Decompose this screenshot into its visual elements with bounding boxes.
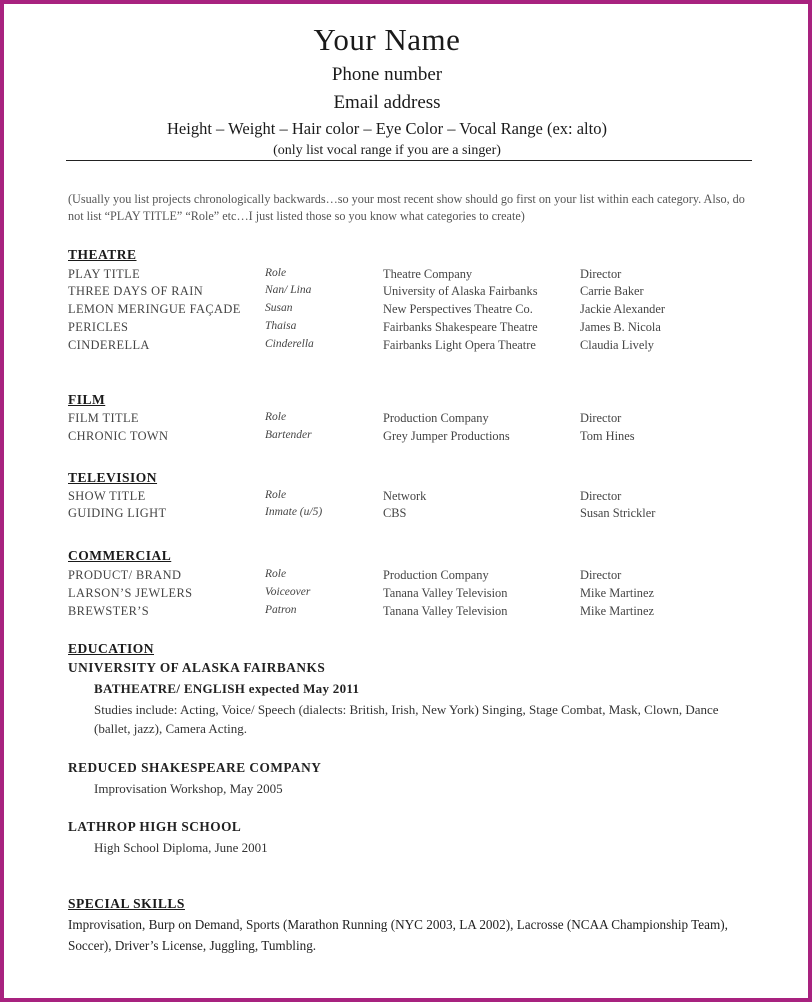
director: Jackie Alexander bbox=[580, 302, 665, 316]
television-row bbox=[4, 489, 808, 507]
director: Mike Martinez bbox=[580, 586, 654, 600]
role: Voiceover bbox=[265, 586, 311, 598]
commercial-row bbox=[4, 568, 808, 586]
company: Tanana Valley Television bbox=[383, 604, 508, 618]
role: Role bbox=[265, 411, 287, 423]
school-name: LATHROP HIGH SCHOOL bbox=[68, 819, 242, 834]
company: Production Company bbox=[383, 411, 489, 425]
director: Mike Martinez bbox=[580, 604, 654, 618]
email-address: Email address bbox=[333, 92, 441, 113]
role: Role bbox=[265, 267, 287, 279]
theatre-row bbox=[4, 267, 808, 285]
director: Director bbox=[580, 568, 622, 582]
theatre-row bbox=[4, 302, 808, 320]
director: Director bbox=[580, 267, 622, 281]
project-title: PLAY TITLE bbox=[68, 267, 141, 281]
company: University of Alaska Fairbanks bbox=[383, 284, 538, 298]
project-title: LARSON’S JEWLERS bbox=[68, 586, 193, 600]
degree: BATHEATRE/ ENGLISH expected May 2011 bbox=[94, 681, 360, 696]
phone-number: Phone number bbox=[331, 64, 443, 85]
project-title: THREE DAYS OF RAIN bbox=[68, 284, 204, 298]
project-title: PRODUCT/ BRAND bbox=[68, 568, 182, 582]
director: Carrie Baker bbox=[580, 284, 644, 298]
vocal-range-note: (only list vocal range if you are a singer) bbox=[273, 143, 501, 158]
studies-description: Studies include: Acting, Voice/ Speech (dialects: British, Irish, New York) Singing, Stage Combat, Mask, Clown, Dance (ballet, jazz), Camera Acting. bbox=[94, 702, 719, 736]
director: Susan Strickler bbox=[580, 506, 656, 520]
role: Role bbox=[265, 489, 287, 501]
school-detail: High School Diploma, June 2001 bbox=[94, 840, 268, 855]
physical-stats: Height – Weight – Hair color – Eye Color – Vocal Range (ex: alto) bbox=[167, 119, 607, 138]
project-title: LEMON MERINGUE FAÇADE bbox=[68, 302, 241, 316]
company: New Perspectives Theatre Co. bbox=[383, 302, 533, 316]
project-title: CHRONIC TOWN bbox=[68, 429, 169, 443]
director: Tom Hines bbox=[580, 429, 635, 443]
role: Thaisa bbox=[265, 320, 297, 332]
television-heading: TELEVISION bbox=[68, 470, 158, 485]
director: James B. Nicola bbox=[580, 320, 661, 334]
director: Director bbox=[580, 411, 622, 425]
company: Fairbanks Shakespeare Theatre bbox=[383, 320, 538, 334]
applicant-name: Your Name bbox=[313, 22, 461, 57]
project-title: GUIDING LIGHT bbox=[68, 506, 167, 520]
project-title: FILM TITLE bbox=[68, 411, 139, 425]
project-title: BREWSTER’S bbox=[68, 604, 150, 618]
director: Claudia Lively bbox=[580, 338, 654, 352]
company: Tanana Valley Television bbox=[383, 586, 508, 600]
project-title: CINDERELLA bbox=[68, 338, 150, 352]
film-heading: FILM bbox=[68, 392, 106, 407]
role: Inmate (u/5) bbox=[265, 506, 323, 518]
role: Bartender bbox=[265, 429, 312, 441]
role: Susan bbox=[265, 302, 293, 314]
project-title: SHOW TITLE bbox=[68, 489, 146, 503]
school-detail: Improvisation Workshop, May 2005 bbox=[94, 781, 283, 796]
education-heading: EDUCATION bbox=[68, 641, 155, 656]
school-name: UNIVERSITY OF ALASKA FAIRBANKS bbox=[68, 660, 326, 675]
commercial-heading: COMMERCIAL bbox=[68, 548, 172, 563]
commercial-row bbox=[4, 604, 808, 622]
director: Director bbox=[580, 489, 622, 503]
role: Role bbox=[265, 568, 287, 580]
network: CBS bbox=[383, 506, 407, 520]
school-name: REDUCED SHAKESPEARE COMPANY bbox=[68, 760, 322, 775]
role: Nan/ Lina bbox=[265, 284, 312, 296]
theatre-row bbox=[4, 320, 808, 338]
film-row bbox=[4, 429, 808, 447]
commercial-row bbox=[4, 586, 808, 604]
instructions-note: (Usually you list projects chronologically backwards…so your most recent show should go first on your list within each category. Also, do not list “PLAY TITLE” “Role” etc…I just listed those so you know what categories to create) bbox=[68, 192, 745, 223]
special-skills-heading: SPECIAL SKILLS bbox=[68, 896, 185, 911]
theatre-heading: THEATRE bbox=[68, 247, 137, 262]
company: Grey Jumper Productions bbox=[383, 429, 510, 443]
role: Patron bbox=[265, 604, 297, 616]
company: Production Company bbox=[383, 568, 489, 582]
theatre-row bbox=[4, 284, 808, 302]
role: Cinderella bbox=[265, 338, 314, 350]
company: Fairbanks Light Opera Theatre bbox=[383, 338, 536, 352]
film-row bbox=[4, 411, 808, 429]
header-divider bbox=[66, 160, 752, 161]
project-title: PERICLES bbox=[68, 320, 129, 334]
theatre-row bbox=[4, 338, 808, 356]
television-row bbox=[4, 506, 808, 524]
network: Network bbox=[383, 489, 427, 503]
special-skills-text: Improvisation, Burp on Demand, Sports (Marathon Running (NYC 2003, LA 2002), Lacrosse (NCAA Championship Team), Soccer), Driver’s License, Juggling, Tumbling. bbox=[68, 917, 728, 953]
company: Theatre Company bbox=[383, 267, 473, 281]
